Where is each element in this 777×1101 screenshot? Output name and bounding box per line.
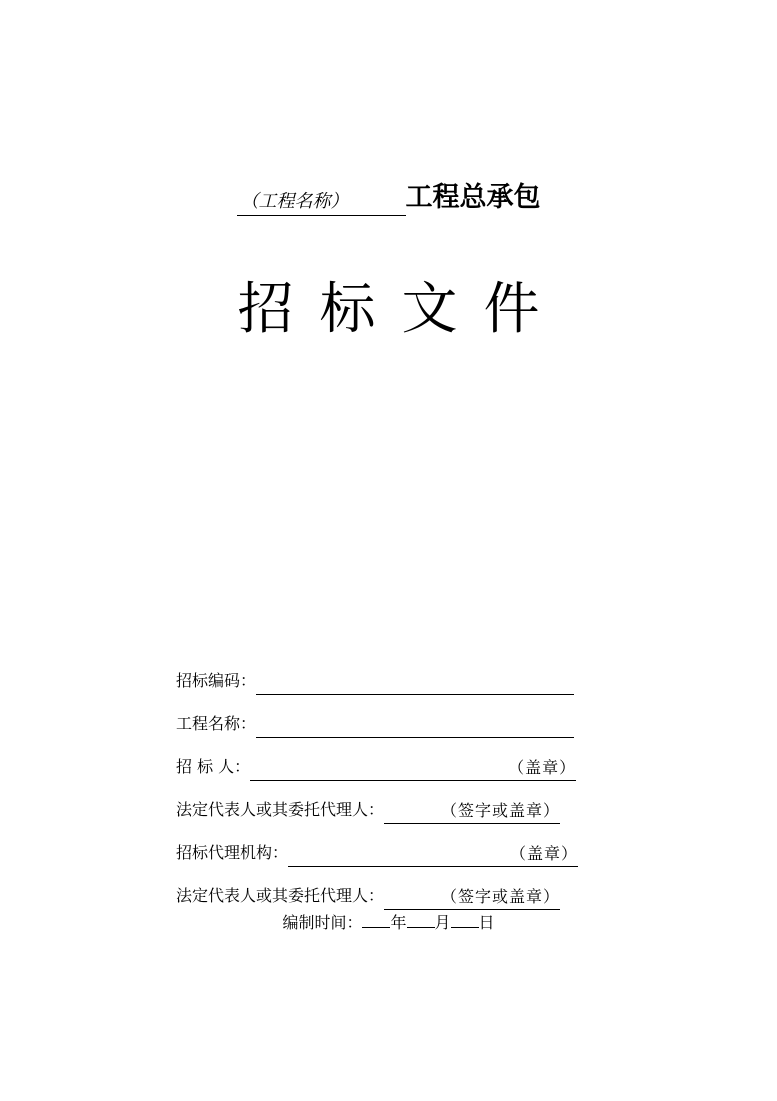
document-title: 招标文件 xyxy=(237,277,566,342)
tender-code-label: 招标编码： xyxy=(176,671,257,690)
month-unit: 月 xyxy=(434,913,451,932)
agency-label: 招标代理机构： xyxy=(176,843,289,862)
tenderer-blank[interactable] xyxy=(250,758,576,781)
info-block xyxy=(176,652,606,910)
project-name-placeholder: （工程名称） xyxy=(237,189,406,216)
tender-code-row xyxy=(176,652,606,695)
tenderer-seal-note: （盖章） xyxy=(508,758,577,777)
project-name-row xyxy=(176,695,606,738)
day-unit: 日 xyxy=(478,913,495,932)
year-blank[interactable] xyxy=(362,911,390,928)
project-name-label: 工程名称： xyxy=(176,714,257,733)
month-blank[interactable] xyxy=(407,911,435,928)
project-name-blank[interactable] xyxy=(256,715,574,738)
tenderer-label: 招 标 人： xyxy=(176,757,251,776)
legal-rep-blank-2[interactable] xyxy=(384,887,560,910)
tender-code-blank[interactable] xyxy=(256,672,574,695)
legal-rep-seal-note-2: （签字或盖章） xyxy=(441,887,561,906)
day-blank[interactable] xyxy=(451,911,479,928)
document-header xyxy=(0,180,777,216)
legal-rep-label-1: 法定代表人或其委托代理人： xyxy=(176,800,385,819)
legal-rep-row-2 xyxy=(176,867,606,910)
legal-rep-blank-1[interactable] xyxy=(384,801,560,824)
agency-seal-note: （盖章） xyxy=(510,844,579,863)
legal-rep-seal-note-1: （签字或盖章） xyxy=(441,801,561,820)
agency-row xyxy=(176,824,606,867)
legal-rep-row-1 xyxy=(176,781,606,824)
compile-date-row xyxy=(0,910,777,933)
compile-date-label: 编制时间： xyxy=(282,913,363,932)
agency-blank[interactable] xyxy=(288,844,578,867)
year-unit: 年 xyxy=(390,913,407,932)
project-suffix: 工程总承包 xyxy=(405,182,541,213)
tenderer-row xyxy=(176,738,606,781)
legal-rep-label-2: 法定代表人或其委托代理人： xyxy=(176,886,385,905)
